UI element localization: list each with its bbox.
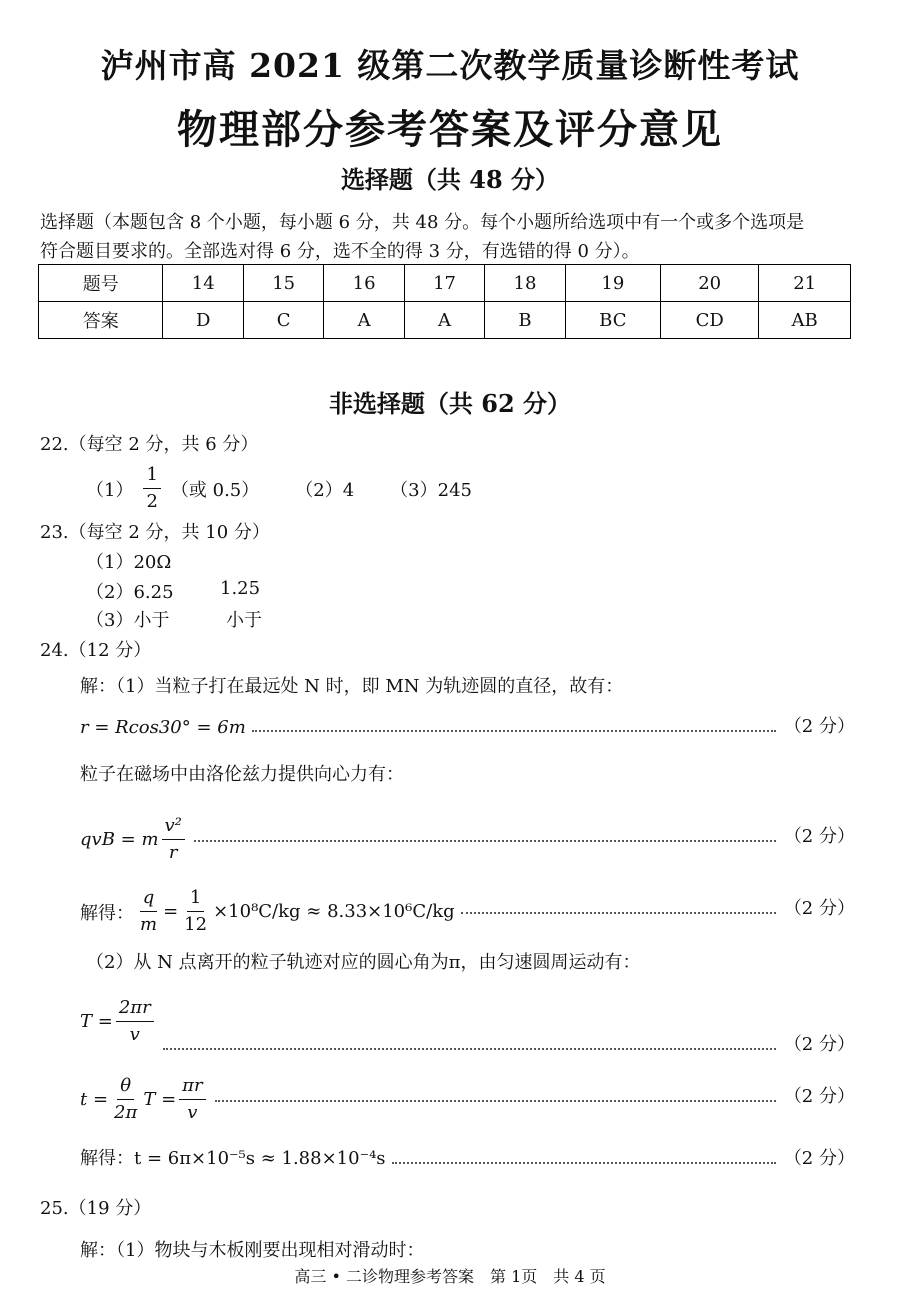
fraction-numerator: 1 (143, 462, 160, 489)
score-label: （2 分） (783, 826, 855, 847)
q24-eq2-line (80, 806, 855, 866)
q24-eq4-line (80, 996, 855, 1056)
fraction-numerator: 1 (187, 885, 204, 912)
fraction-denominator: v (187, 1102, 198, 1123)
q23-part3: （3）小于 (86, 610, 170, 631)
dotted-leader (163, 1048, 776, 1050)
fraction-denominator: 2π (114, 1102, 138, 1123)
nonchoice-section-heading: 非选择题（共 62 分） (328, 389, 572, 418)
q24-eq2-fraction (162, 813, 185, 866)
q24-eq5-line (80, 1066, 855, 1126)
fraction-denominator: m (140, 914, 158, 935)
q24-eq5-mid: T = (143, 1089, 177, 1110)
q24-eq3-equals: = (163, 901, 179, 922)
answer-key-title: 物理部分参考答案及评分意见 (177, 106, 723, 153)
q22-answers (86, 462, 472, 515)
fraction-numerator: q (140, 885, 158, 912)
table-cell: 21 (759, 265, 851, 302)
table-cell: D (163, 302, 243, 339)
table-row-label: 答案 (39, 302, 163, 339)
q24-eq3-line (80, 878, 855, 938)
q24-eq5-left: t = (80, 1089, 109, 1110)
q23-part2: （2）6.25 (86, 582, 174, 603)
q24-eq3-prefix: 解得： (80, 902, 134, 924)
q22-part1-label: （1） (86, 479, 134, 501)
table-cell: 20 (661, 265, 759, 302)
choice-instructions-line2: 符合题目要求的。全部选对得 6 分，选不全的得 3 分，有选错的得 0 分）。 (40, 241, 640, 262)
q23-title: 23.（每空 2 分，共 10 分） (40, 522, 270, 543)
fraction-denominator: 12 (184, 914, 208, 935)
q24-eq4-fraction (116, 995, 154, 1048)
choice-instructions-line1: 选择题（本题包含 8 个小题，每小题 6 分，共 48 分。每个小题所给选项中有一个或多个选项是 (40, 212, 805, 233)
q24-eq4 (80, 995, 157, 1048)
score-label: （2 分） (783, 1034, 855, 1055)
exam-title: 泸州市高 2021 级第二次教学质量诊断性考试 (100, 46, 800, 85)
q23-part3-second: 小于 (226, 610, 262, 631)
fraction-denominator: r (168, 842, 178, 863)
table-cell: 15 (243, 265, 323, 302)
fraction-numerator: θ (117, 1073, 134, 1100)
table-row-label: 题号 (39, 265, 163, 302)
q22-title: 22.（每空 2 分，共 6 分） (40, 434, 259, 455)
q24-intro: 解：（1）当粒子打在最远处 N 时，即 MN 为轨迹圆的直径，故有： (80, 676, 624, 697)
q24-part2-intro: （2）从 N 点离开的粒子轨迹对应的圆心角为π，由匀速圆周运动有： (86, 952, 641, 973)
q23-part2-second: 1.25 (220, 578, 261, 599)
table-cell: A (324, 302, 404, 339)
q24-eq2 (80, 813, 188, 866)
q24-eq5-fraction-pir (179, 1073, 205, 1126)
table-cell: 16 (324, 265, 404, 302)
q24-eq5-fraction-theta (111, 1073, 140, 1126)
score-label: （2 分） (783, 898, 855, 919)
q22-part1-alt: （或 0.5） (170, 479, 260, 501)
dotted-leader (392, 1162, 776, 1164)
table-cell: C (243, 302, 323, 339)
q25-intro: 解：（1）物块与木板刚要出现相对滑动时： (80, 1240, 425, 1261)
q24-eq3 (80, 885, 455, 938)
q24-eq6: 解得：t = 6π×10⁻⁵s ≈ 1.88×10⁻⁴s (80, 1148, 386, 1169)
q24-text2: 粒子在磁场中由洛伦兹力提供向心力有： (80, 764, 404, 785)
table-cell: 18 (485, 265, 565, 302)
q24-eq4-left: T = (80, 1011, 113, 1032)
table-cell: B (485, 302, 565, 339)
answer-table (38, 264, 851, 339)
q24-eq6-line (80, 1144, 855, 1170)
choice-instructions (40, 208, 860, 266)
choice-section-heading: 选择题（共 48 分） (340, 165, 560, 194)
dotted-leader (252, 730, 776, 732)
fraction-numerator: v² (162, 813, 185, 840)
page-footer: 高三 • 二诊物理参考答案 第 1页 共 4 页 (294, 1267, 606, 1286)
q22-part2: （2）4 (295, 479, 355, 501)
q24-eq2-left: qvB = m (80, 829, 159, 850)
table-row-numbers (39, 265, 851, 302)
q24-eq1-line (80, 712, 855, 738)
table-cell: CD (661, 302, 759, 339)
dotted-leader (461, 912, 776, 914)
table-cell: 17 (404, 265, 484, 302)
fraction-numerator: 2πr (116, 995, 154, 1022)
q24-eq3-fraction-1-12 (181, 885, 210, 938)
score-label: （2 分） (783, 1086, 855, 1107)
q23-part1: （1）20Ω (86, 552, 172, 573)
q25-title: 25.（19 分） (40, 1198, 152, 1219)
table-cell: 14 (163, 265, 243, 302)
q24-eq3-fraction-qm (137, 885, 160, 938)
score-label: （2 分） (783, 716, 855, 737)
q24-eq5 (80, 1073, 209, 1126)
q22-part3: （3）245 (390, 479, 472, 501)
dotted-leader (194, 840, 776, 842)
dotted-leader (215, 1100, 776, 1102)
table-row-answers (39, 302, 851, 339)
table-cell: AB (759, 302, 851, 339)
q24-title: 24.（12 分） (40, 640, 152, 661)
fraction-denominator: v (129, 1024, 140, 1045)
score-label: （2 分） (783, 1148, 855, 1169)
table-cell: A (404, 302, 484, 339)
q24-eq3-rest: ×10⁸C/kg ≈ 8.33×10⁶C/kg (213, 901, 455, 922)
q22-fraction (143, 462, 160, 515)
fraction-numerator: πr (179, 1073, 205, 1100)
q24-eq1: r = Rcos30° = 6m (80, 717, 246, 738)
table-cell: 19 (565, 265, 660, 302)
table-cell: BC (565, 302, 660, 339)
fraction-denominator: 2 (146, 491, 158, 512)
